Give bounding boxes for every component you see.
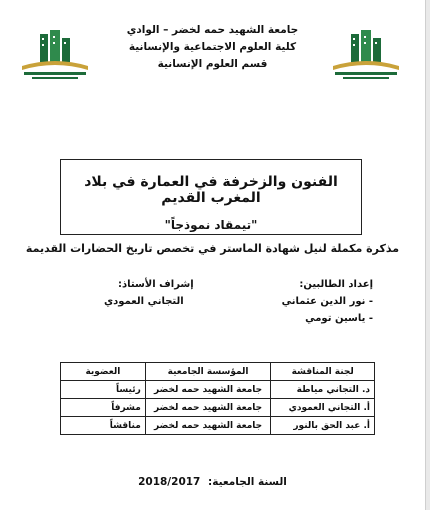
department-name: قسم العلوم الإنسانية xyxy=(157,58,268,70)
member-role: رئيساً xyxy=(61,381,146,399)
supervisor-label: إشراف الأستاذ: xyxy=(118,279,194,290)
university-name: جامعة الشهيد حمه لخضر – الوادي xyxy=(126,24,299,36)
member-institution: جامعة الشهيد حمه لخضر xyxy=(145,417,271,435)
academic-year-value: 2018/2017 xyxy=(138,476,201,488)
title-box xyxy=(60,159,362,235)
table-row xyxy=(61,417,375,435)
column-header-institution: المؤسسة الجامعية xyxy=(145,363,271,381)
column-header-committee: لجنة المناقشة xyxy=(271,363,375,381)
memo-statement: مذكرة مكملة لنيل شهادة الماستر في تخصص تاريخ الحضارات القديمة xyxy=(25,242,400,255)
student-name: - ياسين تومي xyxy=(305,313,373,324)
table-header-row xyxy=(61,363,375,381)
member-institution: جامعة الشهيد حمه لخضر xyxy=(145,381,271,399)
column-header-role: العضوية xyxy=(61,363,146,381)
member-institution: جامعة الشهيد حمه لخضر xyxy=(145,399,271,417)
academic-year-label: السنة الجامعية: xyxy=(208,476,287,488)
institution-block xyxy=(0,22,425,73)
thesis-subtitle: "تيمقاد نموذجاً" xyxy=(164,218,258,232)
student-name: - نور الدين عثماني xyxy=(281,296,373,307)
table-row xyxy=(61,381,375,399)
member-role: مشرفاً xyxy=(61,399,146,417)
supervisor-name: التجاني العمودي xyxy=(104,296,184,307)
faculty-name: كلية العلوم الاجتماعية والإنسانية xyxy=(128,41,297,53)
header xyxy=(0,18,425,88)
thesis-title: الفنون والزخرفة في العمارة في بلاد المغرب القديم xyxy=(84,174,338,206)
academic-year xyxy=(0,476,425,488)
table-row xyxy=(61,399,375,417)
students-label: إعداد الطالبين: xyxy=(299,279,373,290)
member-role: مناقشاً xyxy=(61,417,146,435)
member-name: د. التجاني مياطة xyxy=(271,381,375,399)
member-name: أ. عبد الحق بالنور xyxy=(271,417,375,435)
committee-table xyxy=(60,362,375,435)
member-name: أ. التجاني العمودي xyxy=(271,399,375,417)
